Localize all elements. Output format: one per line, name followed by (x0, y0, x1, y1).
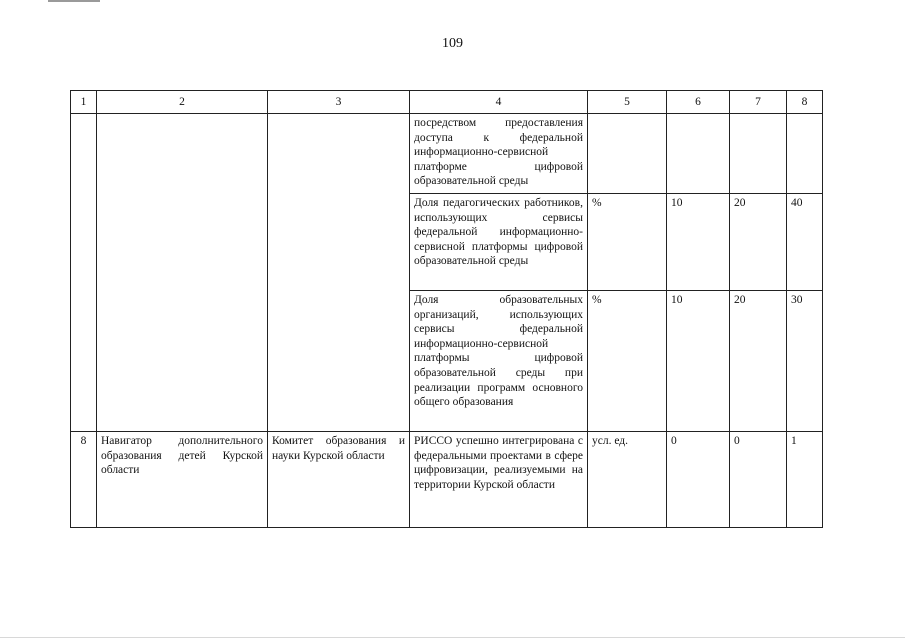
indicator-text: Доля образовательных организаций, использующих сервисы федеральной информационно-сервисной платформы цифровой образовательной среды при реализации программ основного общего образования (410, 291, 588, 432)
header-cell-2: 2 (97, 91, 268, 114)
header-cell-4: 4 (410, 91, 588, 114)
scan-edge-mark (48, 0, 100, 2)
value-cell: 10 (667, 291, 730, 432)
header-cell-8: 8 (787, 91, 823, 114)
indicator-text: посредством предоставления доступа к федеральной информационно-сервисной платформе цифровой образовательной среды (410, 114, 588, 194)
unit-cell (588, 114, 667, 194)
scan-edge-line (0, 637, 905, 638)
value-cell (787, 114, 823, 194)
header-cell-5: 5 (588, 91, 667, 114)
value-cell: 30 (787, 291, 823, 432)
value-cell: 10 (667, 194, 730, 291)
responsible-body: Комитет образования и науки Курской области (268, 432, 410, 528)
table-header-row (71, 91, 823, 114)
value-cell: 20 (730, 194, 787, 291)
continued-cell-number (71, 114, 97, 432)
value-cell: 0 (667, 432, 730, 528)
value-cell (667, 114, 730, 194)
header-cell-7: 7 (730, 91, 787, 114)
header-cell-3: 3 (268, 91, 410, 114)
unit-cell: % (588, 194, 667, 291)
table-row (71, 432, 823, 528)
unit-cell: % (588, 291, 667, 432)
indicators-table (70, 90, 823, 528)
continued-cell-responsible (268, 114, 410, 432)
value-cell: 20 (730, 291, 787, 432)
value-cell: 1 (787, 432, 823, 528)
header-cell-6: 6 (667, 91, 730, 114)
value-cell: 0 (730, 432, 787, 528)
row-number: 8 (71, 432, 97, 528)
header-cell-1: 1 (71, 91, 97, 114)
unit-cell: усл. ед. (588, 432, 667, 528)
indicator-text: РИССО успешно интегрирована с федеральными проектами в сфере цифровизации, реализуемыми на территории Курской области (410, 432, 588, 528)
page-number: 109 (442, 36, 463, 51)
value-cell (730, 114, 787, 194)
indicator-text: Доля педагогических работников, использующих сервисы федеральной информационно-сервисной платформы цифровой образовательной среды (410, 194, 588, 291)
continued-cell-project (97, 114, 268, 432)
project-name: Навигатор дополнительного образования детей Курской области (97, 432, 268, 528)
table-row (71, 114, 823, 194)
value-cell: 40 (787, 194, 823, 291)
